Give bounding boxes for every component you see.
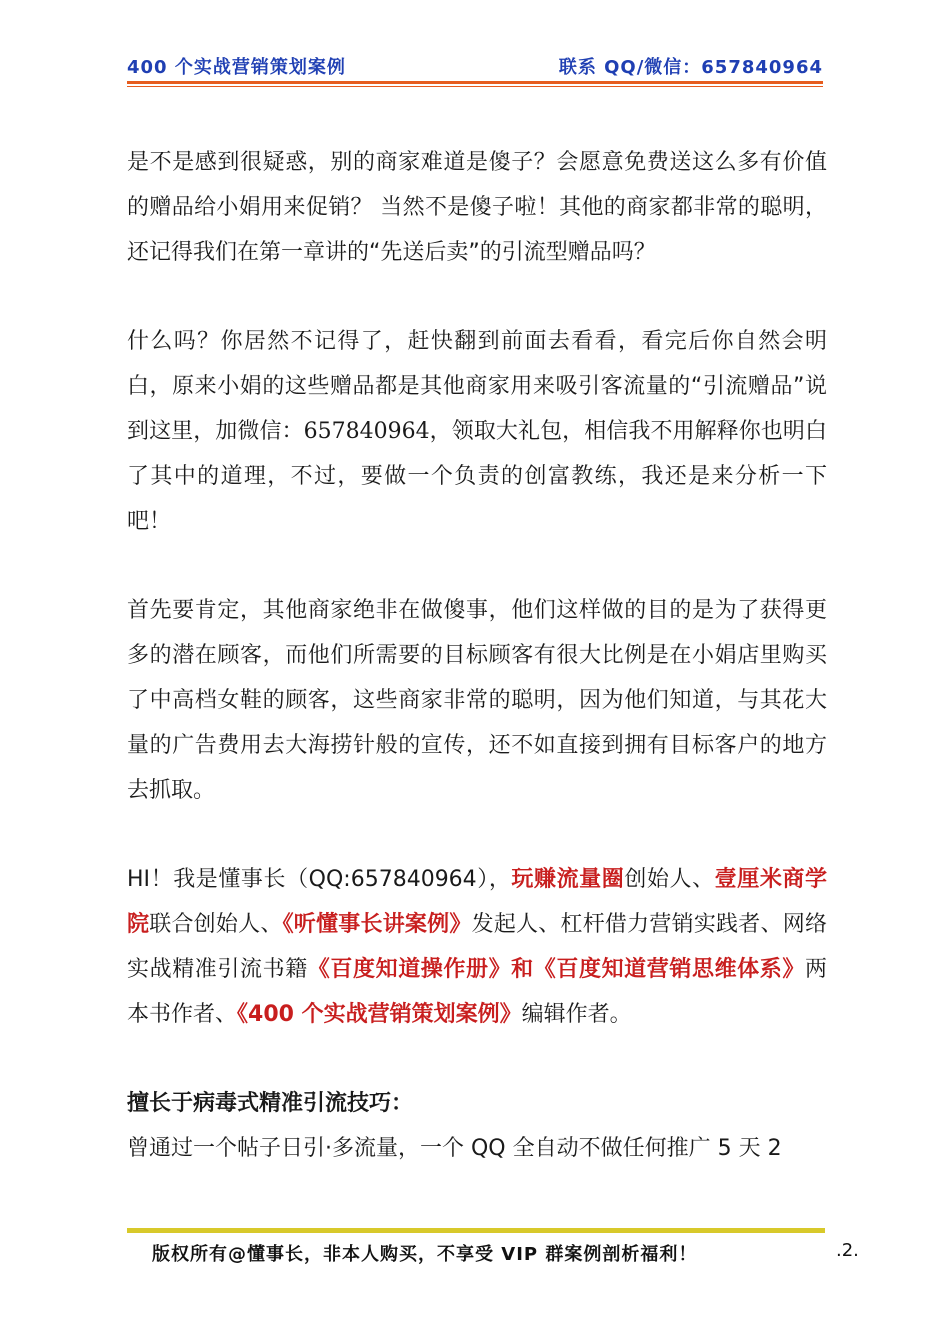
paragraph-3: 首先要肯定，其他商家绝非在做傻事，他们这样做的目的是为了获得更多的潜在顾客，而他们所需要的目标顾客有很大比例是在小娟店里购买了中高档女鞋的顾客，这些商家非常的聪明，因为他们知道，与其花大量的广告费用去大海捞针般的宣传，还不如直接到拥有目标客户的地方去抓取。 [127, 598, 827, 803]
highlight-liuliangquan: 玩赚流量圈 [511, 867, 625, 892]
author-intro [127, 857, 827, 1037]
intro-text-1: HI！我是懂事长（QQ:657840964）， [127, 867, 512, 892]
wechat-number: 657840964 [303, 419, 430, 444]
paragraph-last: 曾通过一个帖子日引·多流量，一个 QQ 全自动不做任何推广 5 天 2 [127, 1136, 782, 1161]
highlight-business-school: 壹厘米商学院 [127, 867, 827, 937]
highlight-baidu-books: 《百度知道操作册》和《百度知道营销思维体系》 [307, 957, 805, 982]
section-subheading: 擅长于病毒式精准引流技巧： [127, 1091, 414, 1116]
header-rule-thin [127, 86, 823, 87]
highlight-400-cases: 《400 个实战营销策划案例》 [237, 1002, 522, 1027]
highlight-case-talk: 《听懂事长讲案例》 [282, 912, 472, 937]
intro-text-6: 编辑作者。 [521, 1002, 632, 1027]
paragraph-1: 是不是感到很疑惑，别的商家难道是傻子？会愿意免费送这么多有价值的赠品给小娟用来促销？ 当然不是傻子啦！其他的商家都非常的聪明，还记得我们在第一章讲的“先送后卖”的引流型赠品吗？ [127, 150, 827, 265]
paragraph-2-part-b: ，领取大礼包，相信我不用解释你也明白了其中的道理，不过，要做一个负责的创富教练，我还是来分析一下吧！ [127, 419, 827, 534]
intro-text-2: 创始人、 [624, 867, 715, 892]
paragraph-2-part-a: 什么吗？你居然不记得了，赶快翻到前面去看看，看完后你自然会明白，原来小娟的这些赠品都是其他商家用来吸引客流量的“引流赠品”说到这里，加微信： [127, 329, 827, 444]
copyright-notice: 版权所有@懂事长，非本人购买，不享受 VIP 群案例剖析福利！ [152, 1244, 698, 1265]
body-text [127, 140, 827, 1171]
header-contact: 联系 QQ/微信：657840964 [558, 57, 823, 78]
intro-text-3: 联合创始人、 [149, 912, 283, 937]
footer-rule [127, 1228, 825, 1233]
paragraph-2 [127, 319, 827, 544]
intro-text-5: 两本书作者、 [127, 957, 827, 1027]
header-title: 400 个实战营销策划案例 [127, 57, 346, 78]
page-header [127, 52, 823, 80]
intro-text-4: 发起人、杠杆借力营销实践者、网络实战精准引流书籍 [127, 912, 827, 982]
header-rule [127, 81, 823, 84]
page-number: .2. [836, 1240, 859, 1261]
